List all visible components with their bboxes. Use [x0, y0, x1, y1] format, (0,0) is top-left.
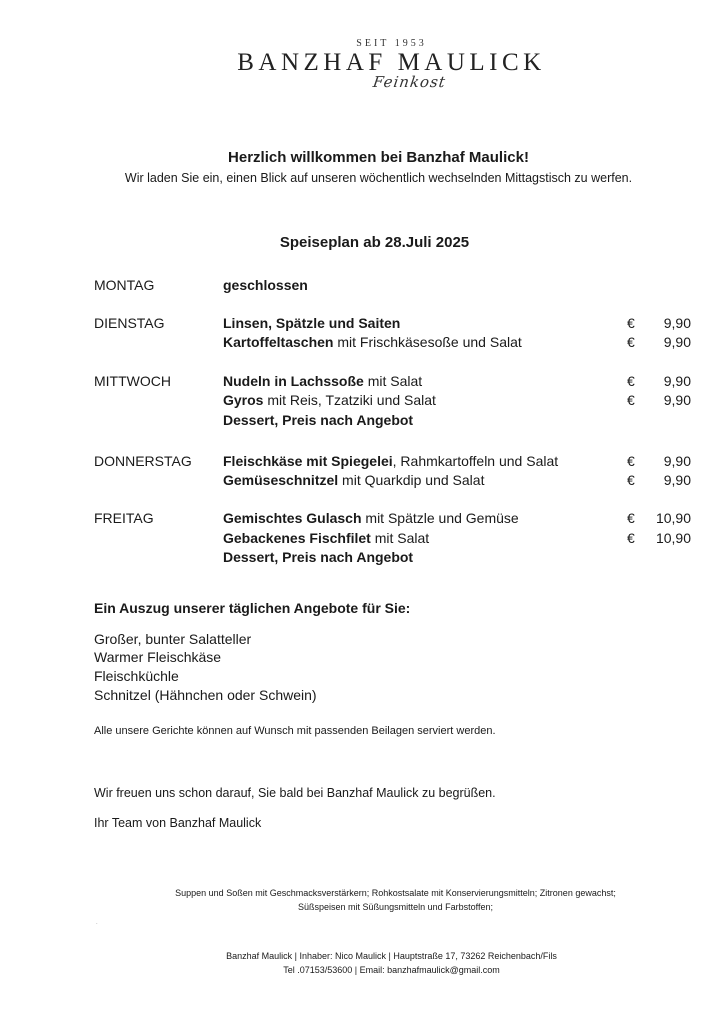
stray-dot: . — [96, 920, 98, 926]
dish-price: 9,90 — [663, 453, 691, 469]
dish-price: 10,90 — [655, 510, 691, 526]
logo-since: SEIT 1953 — [356, 38, 427, 49]
daily-offers-title: Ein Auszug unserer täglichen Angebote für Sie: — [94, 600, 411, 616]
currency-symbol: € — [627, 510, 635, 526]
allergen-note-line1: Suppen und Soßen mit Geschmacksverstärkern; Rohkostsalate mit Konservierungsmitteln; Zitronen gewachst; — [175, 888, 616, 898]
day-montag: MONTAG — [94, 277, 155, 293]
dish-row: Gebackenes Fischfilet mit Salat — [223, 530, 430, 546]
dish-row: Dessert, Preis nach Angebot — [223, 412, 414, 428]
side-dish-note: Alle unsere Gerichte können auf Wunsch mit passenden Beilagen serviert werden. — [94, 725, 496, 737]
team-signature: Ihr Team von Banzhaf Maulick — [94, 816, 262, 830]
dish-price: 9,90 — [663, 472, 691, 488]
currency-symbol: € — [627, 392, 635, 408]
welcome-title: Herzlich willkommen bei Banzhaf Maulick! — [228, 149, 529, 166]
currency-symbol: € — [627, 373, 635, 389]
day-freitag: FREITAG — [94, 510, 154, 526]
dish-price: 10,90 — [655, 530, 691, 546]
dish-row: Gemischtes Gulasch mit Spätzle und Gemüse — [223, 510, 519, 526]
dish-row: Gemüseschnitzel mit Quarkdip und Salat — [223, 472, 485, 488]
logo-subtitle: Feinkost — [371, 73, 448, 91]
day-dienstag: DIENSTAG — [94, 315, 165, 331]
dish-row: Dessert, Preis nach Angebot — [223, 549, 414, 565]
day-mittwoch: MITTWOCH — [94, 373, 171, 389]
welcome-text: Wir laden Sie ein, einen Blick auf unseren wöchentlich wechselnden Mittagstisch zu werfen. — [124, 171, 633, 185]
dish-row: geschlossen — [223, 277, 308, 293]
list-item: Schnitzel (Hähnchen oder Schwein) — [94, 687, 317, 703]
dish-price: 9,90 — [663, 392, 691, 408]
dish-row: Kartoffeltaschen mit Frischkäsesoße und Salat — [223, 334, 522, 350]
closing-text: Wir freuen uns schon darauf, Sie bald bei Banzhaf Maulick zu begrüßen. — [94, 786, 496, 800]
list-item: Großer, bunter Salatteller — [94, 631, 252, 647]
list-item: Warmer Fleischkäse — [94, 649, 222, 665]
dish-price: 9,90 — [663, 373, 691, 389]
day-donnerstag: DONNERSTAG — [94, 453, 192, 469]
allergen-note-line2: Süßspeisen mit Süßungsmitteln und Farbstoffen; — [298, 902, 493, 912]
menu-title: Speiseplan ab 28.Juli 2025 — [279, 234, 470, 251]
currency-symbol: € — [627, 315, 635, 331]
logo-name: BANZHAF MAULICK — [237, 49, 546, 76]
footer-address: Banzhaf Maulick | Inhaber: Nico Maulick | Hauptstraße 17, 73262 Reichenbach/Fils — [226, 951, 557, 961]
currency-symbol: € — [627, 530, 635, 546]
dish-row: Linsen, Spätzle und Saiten — [223, 315, 401, 331]
list-item: Fleischküchle — [94, 668, 179, 684]
currency-symbol: € — [627, 453, 635, 469]
dish-price: 9,90 — [663, 315, 691, 331]
dish-row: Gyros mit Reis, Tzatziki und Salat — [223, 392, 436, 408]
currency-symbol: € — [627, 334, 635, 350]
dish-row: Fleischkäse mit Spiegelei, Rahmkartoffeln und Salat — [223, 453, 559, 469]
currency-symbol: € — [627, 472, 635, 488]
dish-row: Nudeln in Lachssoße mit Salat — [223, 373, 423, 389]
footer-contact: Tel .07153/53600 | Email: banzhafmaulick@gmail.com — [283, 965, 500, 975]
logo — [0, 38, 723, 91]
dish-price: 9,90 — [663, 334, 691, 350]
